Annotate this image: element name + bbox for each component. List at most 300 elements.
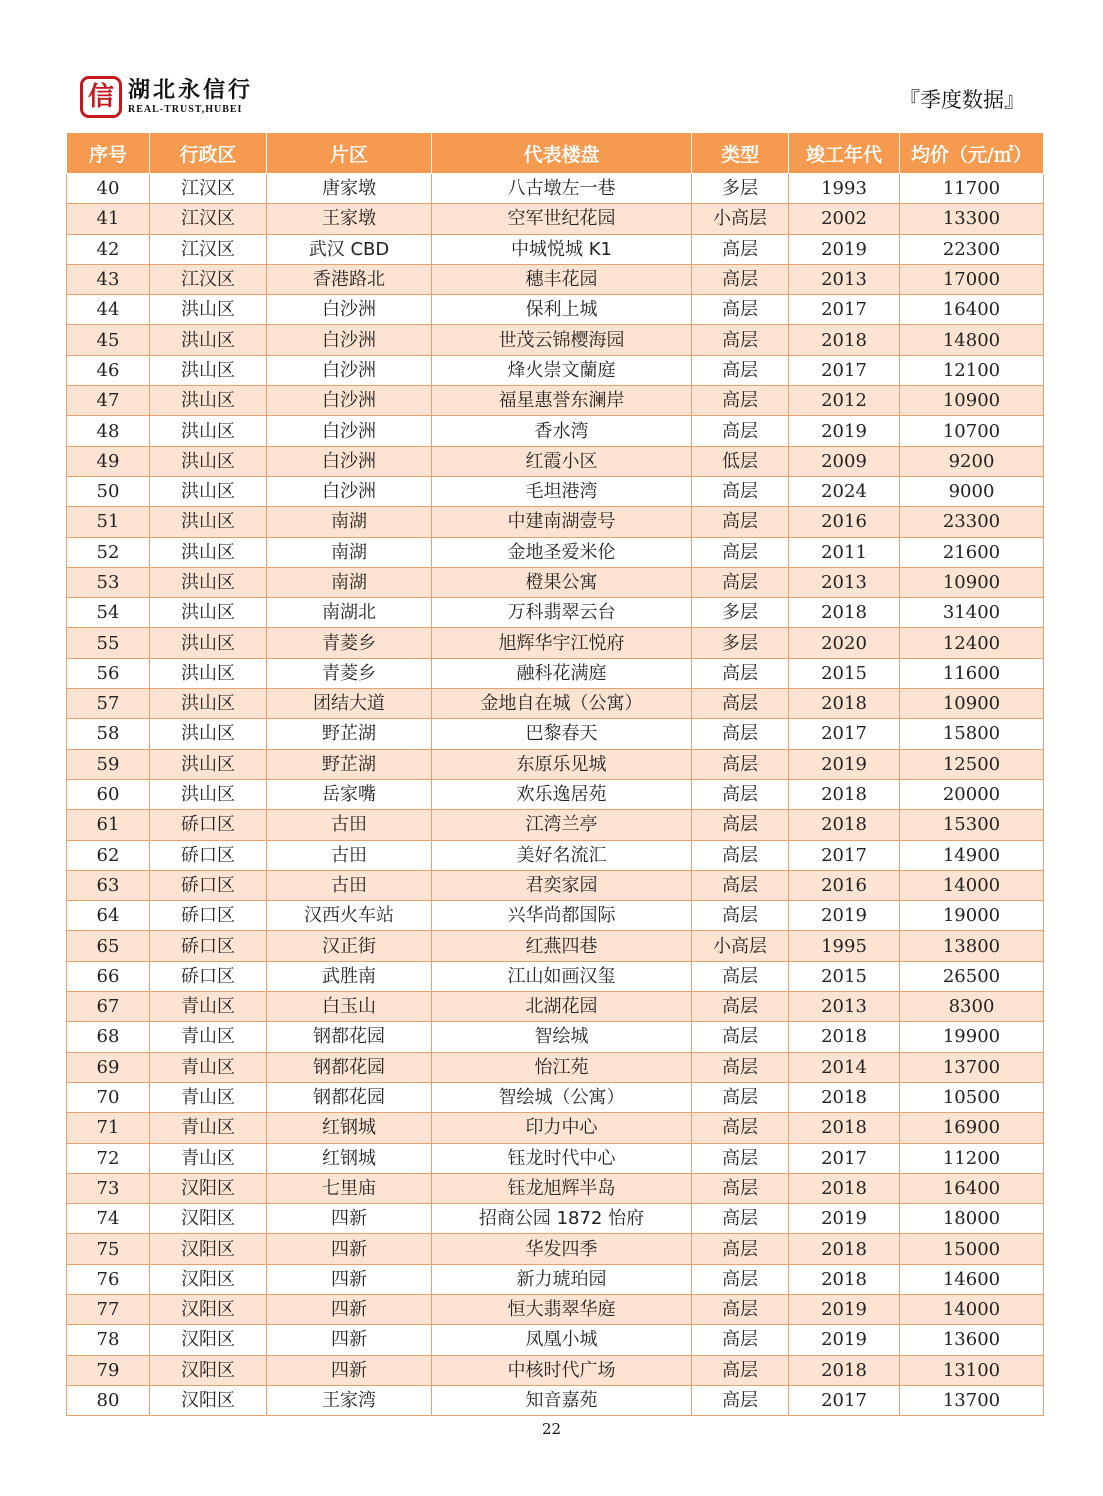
cell-price: 9000 [900, 476, 1044, 506]
cell-year: 2015 [789, 961, 900, 991]
cell-price: 18000 [900, 1204, 1044, 1234]
header-col-district: 行政区 [150, 133, 267, 174]
cell-index: 77 [67, 1294, 150, 1324]
cell-type: 高层 [692, 992, 789, 1022]
cell-area: 野芷湖 [267, 719, 432, 749]
cell-price: 13300 [900, 204, 1044, 234]
cell-index: 42 [67, 234, 150, 264]
cell-project: 智绘城 [432, 1022, 692, 1052]
cell-district: 江汉区 [150, 174, 267, 204]
cell-district: 青山区 [150, 1052, 267, 1082]
cell-project: 中核时代广场 [432, 1355, 692, 1385]
cell-area: 岳家嘴 [267, 779, 432, 809]
cell-area: 七里庙 [267, 1173, 432, 1203]
cell-area: 四新 [267, 1204, 432, 1234]
cell-area: 白沙洲 [267, 386, 432, 416]
cell-index: 66 [67, 961, 150, 991]
cell-project: 旭辉华宇江悦府 [432, 628, 692, 658]
table-row [67, 476, 1044, 506]
cell-index: 56 [67, 658, 150, 688]
cell-year: 2016 [789, 870, 900, 900]
cell-area: 钢都花园 [267, 1052, 432, 1082]
cell-district: 洪山区 [150, 295, 267, 325]
cell-year: 2019 [789, 901, 900, 931]
table-row [67, 416, 1044, 446]
cell-type: 小高层 [692, 931, 789, 961]
cell-index: 75 [67, 1234, 150, 1264]
cell-year: 2024 [789, 476, 900, 506]
cell-area: 四新 [267, 1325, 432, 1355]
cell-year: 2020 [789, 628, 900, 658]
cell-type: 高层 [692, 1294, 789, 1324]
cell-index: 43 [67, 264, 150, 294]
cell-type: 高层 [692, 689, 789, 719]
cell-year: 2013 [789, 264, 900, 294]
table-row [67, 446, 1044, 476]
cell-type: 高层 [692, 870, 789, 900]
cell-type: 高层 [692, 416, 789, 446]
cell-area: 白沙洲 [267, 446, 432, 476]
cell-price: 14800 [900, 325, 1044, 355]
cell-district: 洪山区 [150, 416, 267, 446]
cell-district: 洪山区 [150, 446, 267, 476]
cell-price: 31400 [900, 598, 1044, 628]
cell-price: 13600 [900, 1325, 1044, 1355]
property-price-table [66, 132, 1044, 1416]
cell-price: 13100 [900, 1355, 1044, 1385]
cell-project: 江山如画汉玺 [432, 961, 692, 991]
cell-index: 62 [67, 840, 150, 870]
cell-area: 南湖 [267, 507, 432, 537]
cell-index: 55 [67, 628, 150, 658]
cell-price: 13700 [900, 1052, 1044, 1082]
cell-area: 古田 [267, 810, 432, 840]
cell-district: 汉阳区 [150, 1234, 267, 1264]
cell-price: 14000 [900, 1294, 1044, 1324]
cell-price: 16400 [900, 295, 1044, 325]
cell-project: 毛坦港湾 [432, 476, 692, 506]
table-row [67, 295, 1044, 325]
cell-type: 高层 [692, 1113, 789, 1143]
cell-project: 八古墩左一巷 [432, 174, 692, 204]
cell-project: 欢乐逸居苑 [432, 779, 692, 809]
cell-area: 野芷湖 [267, 749, 432, 779]
cell-type: 小高层 [692, 204, 789, 234]
cell-type: 高层 [692, 1082, 789, 1112]
cell-area: 四新 [267, 1294, 432, 1324]
cell-type: 高层 [692, 507, 789, 537]
cell-district: 汉阳区 [150, 1264, 267, 1294]
cell-district: 青山区 [150, 1143, 267, 1173]
cell-project: 融科花满庭 [432, 658, 692, 688]
cell-project: 印力中心 [432, 1113, 692, 1143]
cell-index: 48 [67, 416, 150, 446]
cell-index: 59 [67, 749, 150, 779]
cell-price: 13700 [900, 1385, 1044, 1415]
cell-district: 青山区 [150, 992, 267, 1022]
cell-index: 79 [67, 1355, 150, 1385]
table-row [67, 689, 1044, 719]
table-row [67, 1204, 1044, 1234]
table-row [67, 1052, 1044, 1082]
cell-project: 招商公园 1872 怡府 [432, 1204, 692, 1234]
cell-district: 洪山区 [150, 689, 267, 719]
cell-type: 高层 [692, 719, 789, 749]
cell-type: 高层 [692, 1325, 789, 1355]
cell-type: 高层 [692, 779, 789, 809]
cell-project: 恒大翡翠华庭 [432, 1294, 692, 1324]
cell-price: 15000 [900, 1234, 1044, 1264]
cell-index: 68 [67, 1022, 150, 1052]
cell-project: 中城悦城 K1 [432, 234, 692, 264]
cell-type: 高层 [692, 840, 789, 870]
cell-year: 2017 [789, 295, 900, 325]
cell-area: 白沙洲 [267, 416, 432, 446]
cell-index: 74 [67, 1204, 150, 1234]
cell-project: 福星惠誉东澜岸 [432, 386, 692, 416]
table-row [67, 810, 1044, 840]
cell-year: 2019 [789, 1325, 900, 1355]
cell-project: 华发四季 [432, 1234, 692, 1264]
cell-type: 高层 [692, 901, 789, 931]
cell-area: 白沙洲 [267, 355, 432, 385]
cell-district: 江汉区 [150, 234, 267, 264]
cell-type: 高层 [692, 355, 789, 385]
table-row [67, 719, 1044, 749]
table-row [67, 931, 1044, 961]
cell-area: 汉西火车站 [267, 901, 432, 931]
cell-type: 高层 [692, 1022, 789, 1052]
cell-area: 白沙洲 [267, 476, 432, 506]
cell-type: 多层 [692, 628, 789, 658]
cell-district: 洪山区 [150, 598, 267, 628]
cell-price: 11700 [900, 174, 1044, 204]
cell-type: 高层 [692, 1234, 789, 1264]
cell-index: 67 [67, 992, 150, 1022]
cell-year: 2018 [789, 1113, 900, 1143]
cell-index: 70 [67, 1082, 150, 1112]
cell-project: 中建南湖壹号 [432, 507, 692, 537]
table-row [67, 992, 1044, 1022]
logo-text [128, 78, 253, 116]
cell-index: 76 [67, 1264, 150, 1294]
table-row [67, 1355, 1044, 1385]
table-row [67, 567, 1044, 597]
cell-price: 11200 [900, 1143, 1044, 1173]
cell-index: 45 [67, 325, 150, 355]
cell-area: 白沙洲 [267, 295, 432, 325]
cell-price: 23300 [900, 507, 1044, 537]
cell-district: 硚口区 [150, 870, 267, 900]
cell-project: 巴黎春天 [432, 719, 692, 749]
cell-index: 61 [67, 810, 150, 840]
cell-project: 保利上城 [432, 295, 692, 325]
cell-year: 2011 [789, 537, 900, 567]
table-header-row [67, 133, 1044, 174]
cell-project: 怡江苑 [432, 1052, 692, 1082]
cell-year: 2017 [789, 719, 900, 749]
cell-project: 万科翡翠云台 [432, 598, 692, 628]
cell-index: 47 [67, 386, 150, 416]
cell-area: 钢都花园 [267, 1082, 432, 1112]
cell-type: 高层 [692, 1204, 789, 1234]
cell-year: 2017 [789, 1385, 900, 1415]
logo-english-name: REAL-TRUST,HUBEI [128, 104, 243, 115]
cell-price: 19000 [900, 901, 1044, 931]
table-row [67, 325, 1044, 355]
cell-year: 2018 [789, 779, 900, 809]
cell-year: 2018 [789, 1022, 900, 1052]
cell-district: 洪山区 [150, 325, 267, 355]
cell-year: 2018 [789, 325, 900, 355]
cell-project: 凤凰小城 [432, 1325, 692, 1355]
cell-year: 1995 [789, 931, 900, 961]
table-row [67, 386, 1044, 416]
cell-year: 2013 [789, 992, 900, 1022]
header-col-area: 片区 [267, 133, 432, 174]
cell-area: 红钢城 [267, 1143, 432, 1173]
cell-area: 四新 [267, 1264, 432, 1294]
cell-area: 四新 [267, 1355, 432, 1385]
cell-district: 汉阳区 [150, 1173, 267, 1203]
table-row [67, 174, 1044, 204]
cell-project: 北湖花园 [432, 992, 692, 1022]
cell-price: 12500 [900, 749, 1044, 779]
cell-price: 26500 [900, 961, 1044, 991]
cell-type: 高层 [692, 1385, 789, 1415]
table-row [67, 355, 1044, 385]
cell-price: 10700 [900, 416, 1044, 446]
table-row [67, 1143, 1044, 1173]
cell-area: 香港路北 [267, 264, 432, 294]
cell-area: 王家墩 [267, 204, 432, 234]
table-row [67, 870, 1044, 900]
table-row [67, 598, 1044, 628]
cell-district: 洪山区 [150, 628, 267, 658]
cell-project: 橙果公寓 [432, 567, 692, 597]
table-row [67, 1173, 1044, 1203]
cell-price: 14000 [900, 870, 1044, 900]
cell-year: 2019 [789, 416, 900, 446]
cell-area: 白沙洲 [267, 325, 432, 355]
cell-area: 四新 [267, 1234, 432, 1264]
cell-year: 2018 [789, 598, 900, 628]
cell-year: 2017 [789, 355, 900, 385]
cell-year: 2013 [789, 567, 900, 597]
cell-price: 14600 [900, 1264, 1044, 1294]
cell-index: 80 [67, 1385, 150, 1415]
cell-type: 高层 [692, 264, 789, 294]
cell-area: 南湖北 [267, 598, 432, 628]
cell-price: 20000 [900, 779, 1044, 809]
cell-type: 高层 [692, 234, 789, 264]
cell-index: 50 [67, 476, 150, 506]
cell-district: 汉阳区 [150, 1385, 267, 1415]
cell-type: 高层 [692, 1355, 789, 1385]
cell-area: 青菱乡 [267, 658, 432, 688]
table-row [67, 1022, 1044, 1052]
cell-type: 高层 [692, 325, 789, 355]
cell-index: 46 [67, 355, 150, 385]
table-row [67, 1264, 1044, 1294]
header-col-index: 序号 [67, 133, 150, 174]
cell-area: 南湖 [267, 567, 432, 597]
cell-area: 钢都花园 [267, 1022, 432, 1052]
cell-index: 73 [67, 1173, 150, 1203]
cell-price: 16900 [900, 1113, 1044, 1143]
cell-area: 白玉山 [267, 992, 432, 1022]
cell-district: 硚口区 [150, 810, 267, 840]
cell-district: 洪山区 [150, 476, 267, 506]
cell-year: 2017 [789, 840, 900, 870]
cell-year: 2018 [789, 1234, 900, 1264]
cell-project: 兴华尚都国际 [432, 901, 692, 931]
cell-price: 22300 [900, 234, 1044, 264]
cell-type: 高层 [692, 295, 789, 325]
cell-type: 高层 [692, 961, 789, 991]
cell-price: 14900 [900, 840, 1044, 870]
cell-price: 12100 [900, 355, 1044, 385]
cell-area: 团结大道 [267, 689, 432, 719]
cell-index: 49 [67, 446, 150, 476]
table-row [67, 779, 1044, 809]
cell-year: 2012 [789, 386, 900, 416]
cell-district: 硚口区 [150, 961, 267, 991]
cell-project: 江湾兰亭 [432, 810, 692, 840]
cell-area: 汉正街 [267, 931, 432, 961]
table-row [67, 961, 1044, 991]
cell-district: 青山区 [150, 1113, 267, 1143]
header-col-type: 类型 [692, 133, 789, 174]
cell-price: 10900 [900, 386, 1044, 416]
cell-price: 15300 [900, 810, 1044, 840]
cell-district: 汉阳区 [150, 1355, 267, 1385]
table-row [67, 1234, 1044, 1264]
cell-price: 10900 [900, 567, 1044, 597]
cell-project: 香水湾 [432, 416, 692, 446]
cell-price: 15800 [900, 719, 1044, 749]
header-col-year: 竣工年代 [789, 133, 900, 174]
cell-project: 东原乐见城 [432, 749, 692, 779]
table-row [67, 1294, 1044, 1324]
cell-index: 53 [67, 567, 150, 597]
cell-district: 青山区 [150, 1022, 267, 1052]
cell-index: 64 [67, 901, 150, 931]
cell-type: 高层 [692, 1052, 789, 1082]
cell-year: 2018 [789, 1082, 900, 1112]
cell-project: 君奕家园 [432, 870, 692, 900]
cell-district: 洪山区 [150, 749, 267, 779]
table-row [67, 901, 1044, 931]
cell-area: 古田 [267, 840, 432, 870]
cell-price: 17000 [900, 264, 1044, 294]
cell-index: 57 [67, 689, 150, 719]
cell-type: 高层 [692, 749, 789, 779]
cell-district: 洪山区 [150, 719, 267, 749]
cell-price: 19900 [900, 1022, 1044, 1052]
cell-district: 汉阳区 [150, 1294, 267, 1324]
cell-project: 钰龙旭辉半岛 [432, 1173, 692, 1203]
table-row [67, 234, 1044, 264]
cell-index: 52 [67, 537, 150, 567]
cell-project: 空军世纪花园 [432, 204, 692, 234]
cell-index: 40 [67, 174, 150, 204]
table-row [67, 264, 1044, 294]
cell-index: 63 [67, 870, 150, 900]
cell-project: 世茂云锦樱海园 [432, 325, 692, 355]
cell-district: 硚口区 [150, 840, 267, 870]
header-col-price: 均价（元/㎡） [900, 133, 1044, 174]
cell-project: 金地圣爱米伦 [432, 537, 692, 567]
table-row [67, 537, 1044, 567]
table-row [67, 628, 1044, 658]
cell-project: 新力琥珀园 [432, 1264, 692, 1294]
cell-district: 硚口区 [150, 931, 267, 961]
logo-seal-icon: 信 [80, 76, 122, 118]
cell-year: 2019 [789, 749, 900, 779]
table-row [67, 840, 1044, 870]
cell-price: 16400 [900, 1173, 1044, 1203]
cell-year: 2019 [789, 1204, 900, 1234]
cell-area: 红钢城 [267, 1113, 432, 1143]
cell-type: 高层 [692, 1173, 789, 1203]
cell-project: 红燕四巷 [432, 931, 692, 961]
cell-district: 硚口区 [150, 901, 267, 931]
cell-area: 古田 [267, 870, 432, 900]
cell-area: 武汉 CBD [267, 234, 432, 264]
cell-price: 10900 [900, 689, 1044, 719]
cell-year: 2009 [789, 446, 900, 476]
cell-district: 洪山区 [150, 658, 267, 688]
cell-year: 1993 [789, 174, 900, 204]
cell-project: 红霞小区 [432, 446, 692, 476]
cell-district: 汉阳区 [150, 1204, 267, 1234]
cell-district: 汉阳区 [150, 1325, 267, 1355]
cell-type: 高层 [692, 810, 789, 840]
cell-type: 高层 [692, 386, 789, 416]
table-row [67, 1082, 1044, 1112]
cell-index: 44 [67, 295, 150, 325]
company-logo [80, 76, 253, 118]
cell-year: 2018 [789, 810, 900, 840]
cell-year: 2018 [789, 689, 900, 719]
cell-project: 钰龙时代中心 [432, 1143, 692, 1173]
cell-district: 洪山区 [150, 567, 267, 597]
cell-type: 高层 [692, 476, 789, 506]
cell-year: 2017 [789, 1143, 900, 1173]
cell-index: 58 [67, 719, 150, 749]
cell-type: 高层 [692, 1143, 789, 1173]
table-row [67, 749, 1044, 779]
page-number: 22 [541, 1420, 562, 1438]
cell-year: 2016 [789, 507, 900, 537]
cell-year: 2002 [789, 204, 900, 234]
cell-price: 10500 [900, 1082, 1044, 1112]
cell-project: 智绘城（公寓） [432, 1082, 692, 1112]
cell-price: 9200 [900, 446, 1044, 476]
cell-index: 60 [67, 779, 150, 809]
section-tag: 『季度数据』 [899, 88, 1025, 112]
cell-type: 高层 [692, 1264, 789, 1294]
cell-price: 8300 [900, 992, 1044, 1022]
cell-price: 11600 [900, 658, 1044, 688]
cell-district: 青山区 [150, 1082, 267, 1112]
cell-year: 2014 [789, 1052, 900, 1082]
cell-index: 65 [67, 931, 150, 961]
cell-year: 2018 [789, 1355, 900, 1385]
cell-district: 洪山区 [150, 779, 267, 809]
table-body [67, 174, 1044, 1416]
